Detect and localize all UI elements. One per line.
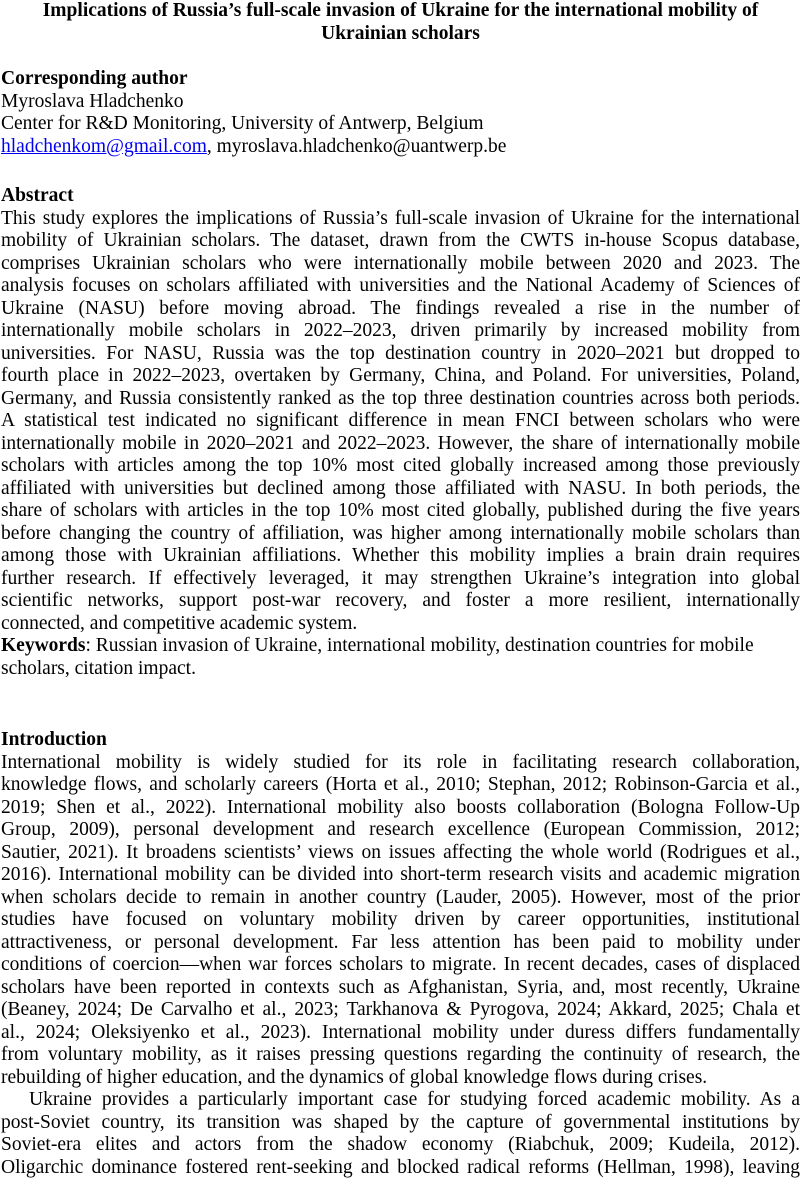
author-block [1, 68, 800, 158]
author-emails [1, 136, 800, 159]
text-line: post-Soviet country, its transition was shaped by the capture of governmental institutions by [1, 1111, 800, 1133]
text-line: (Beaney, 2024; De Carvalho et al., 2023; Tarkhanova & Pyrogova, 2024; Akkard, 2025; Chala et [1, 999, 800, 1020]
text-line: Germany, and Russia consistently ranked as the top three destination countries across both periods. [1, 387, 800, 409]
keywords-line: scholars, citation impact. [1, 657, 196, 679]
text-line: from voluntary mobility, as it raises pressing questions regarding the continuity of research, the [1, 1044, 800, 1065]
text-line: Sautier, 2021). It broadens scientists’ views on issues affecting the whole world (Rodrigues et al., [1, 841, 800, 863]
text-line: before changing the country of affiliation, was higher among internationally mobile scholars than [1, 522, 800, 544]
paragraph [1, 1089, 800, 1179]
corresponding-author-heading: Corresponding author [1, 68, 188, 89]
text-line: rebuilding of higher education, and the dynamics of global knowledge flows during crises. [1, 1066, 708, 1088]
text-line: share of scholars with articles in the top 10% most cited globally, published during the five years [1, 500, 800, 521]
text-line: when scholars decide to remain in another country (Lauder, 2005). However, most of the prior [1, 886, 800, 908]
text-line: affiliated with universities but declined among those affiliated with NASU. In both periods, the [1, 477, 800, 499]
text-line: 2016). International mobility can be divided into short-term research visits and academic migration [1, 864, 800, 885]
text-line: analysis focuses on scholars affiliated with universities and the National Academy of Sciences of [1, 275, 800, 296]
email-secondary: myroslava.hladchenko@uantwerp.be [216, 135, 507, 157]
text-line: This study explores the implications of Russia’s full-scale invasion of Ukraine for the international [1, 207, 800, 229]
text-line: 2019; Shen et al., 2022). International mobility also boosts collaboration (Bologna Follow-Up [1, 796, 800, 818]
keywords-text: : Russian invasion of Ukraine, international mobility, destination countries for mobile [85, 635, 754, 656]
abstract-section [1, 185, 800, 680]
paragraph [1, 752, 800, 1090]
title-line: Ukrainian scholars [321, 22, 480, 44]
text-line: among those with Ukrainian affiliations. Whether this mobility implies a brain drain requires [1, 545, 800, 566]
keywords-line [1, 635, 800, 658]
title-line: Implications of Russia’s full-scale invasion of Ukraine for the international mobility of [42, 0, 759, 21]
abstract-body [1, 208, 800, 636]
text-line: Soviet-era elites and actors from the shadow economy (Riabchuk, 2009; Kudeila, 2012). [1, 1134, 800, 1155]
email-separator: , [206, 135, 217, 157]
email-link[interactable]: hladchenkom@gmail.com [1, 135, 207, 157]
text-line: Ukraine provides a particularly important case for studying forced academic mobility. As a [29, 1089, 800, 1110]
author-affiliation: Center for R&D Monitoring, University of Antwerp, Belgium [1, 113, 484, 134]
text-line: Group, 2009), personal development and research excellence (European Commission, 2012; [1, 819, 800, 840]
abstract-heading: Abstract [1, 185, 74, 206]
text-line: A statistical test indicated no significant difference in mean FNCI between scholars who were [1, 410, 800, 431]
text-line: internationally mobile in 2020–2021 and 2022–2023. However, the share of internationally mobile [1, 432, 800, 454]
text-line: al., 2024; Oleksiyenko et al., 2023). International mobility under duress differs fundamentally [1, 1021, 800, 1043]
text-line: conditions of coercion—when war forces scholars to migrate. In recent decades, cases of displaced [1, 954, 800, 975]
text-line: knowledge flows, and scholarly careers (Horta et al., 2010; Stephan, 2012; Robinson-Garcia et al., [1, 774, 800, 795]
text-line: connected, and competitive academic system. [1, 612, 358, 634]
text-line: comprises Ukrainian scholars who were internationally mobile between 2020 and 2023. The [1, 252, 800, 274]
text-line: universities. For NASU, Russia was the top destination country in 2020–2021 but dropped to [1, 342, 800, 364]
text-line: attractiveness, or personal development. Far less attention has been paid to mobility under [1, 931, 800, 953]
keywords-label: Keywords [1, 635, 86, 656]
text-line: studies have focused on voluntary mobility driven by career opportunities, institutional [1, 909, 800, 930]
text-line: further research. If effectively leveraged, it may strengthen Ukraine’s integration into global [1, 567, 800, 589]
text-line: scholars have been reported in contexts such as Afghanistan, Syria, and, most recently, Ukraine [1, 976, 800, 998]
text-line: Ukraine (NASU) before moving abroad. The findings revealed a rise in the number of [1, 297, 800, 319]
introduction-heading: Introduction [1, 729, 107, 750]
paper-title [1, 0, 800, 45]
text-line: fourth place in 2022–2023, overtaken by Germany, China, and Poland. For universities, Poland, [1, 365, 800, 386]
author-name: Myroslava Hladchenko [1, 90, 184, 112]
text-line: mobility of Ukrainian scholars. The dataset, drawn from the CWTS in-house Scopus database, [1, 230, 800, 251]
text-line: International mobility is widely studied for its role in facilitating research collaboration, [1, 751, 800, 773]
text-line: scholars with articles among the top 10% most cited globally increased among those previously [1, 455, 800, 476]
introduction-section [1, 729, 800, 1179]
introduction-body [1, 752, 800, 1180]
text-line: internationally mobile scholars in 2022–2023, driven primarily by increased mobility from [1, 320, 800, 341]
text-line: scientific networks, support post-war recovery, and foster a more resilient, internationally [1, 590, 800, 611]
text-line: Oligarchic dominance fostered rent-seeking and blocked radical reforms (Hellman, 1998), leaving [1, 1156, 800, 1178]
